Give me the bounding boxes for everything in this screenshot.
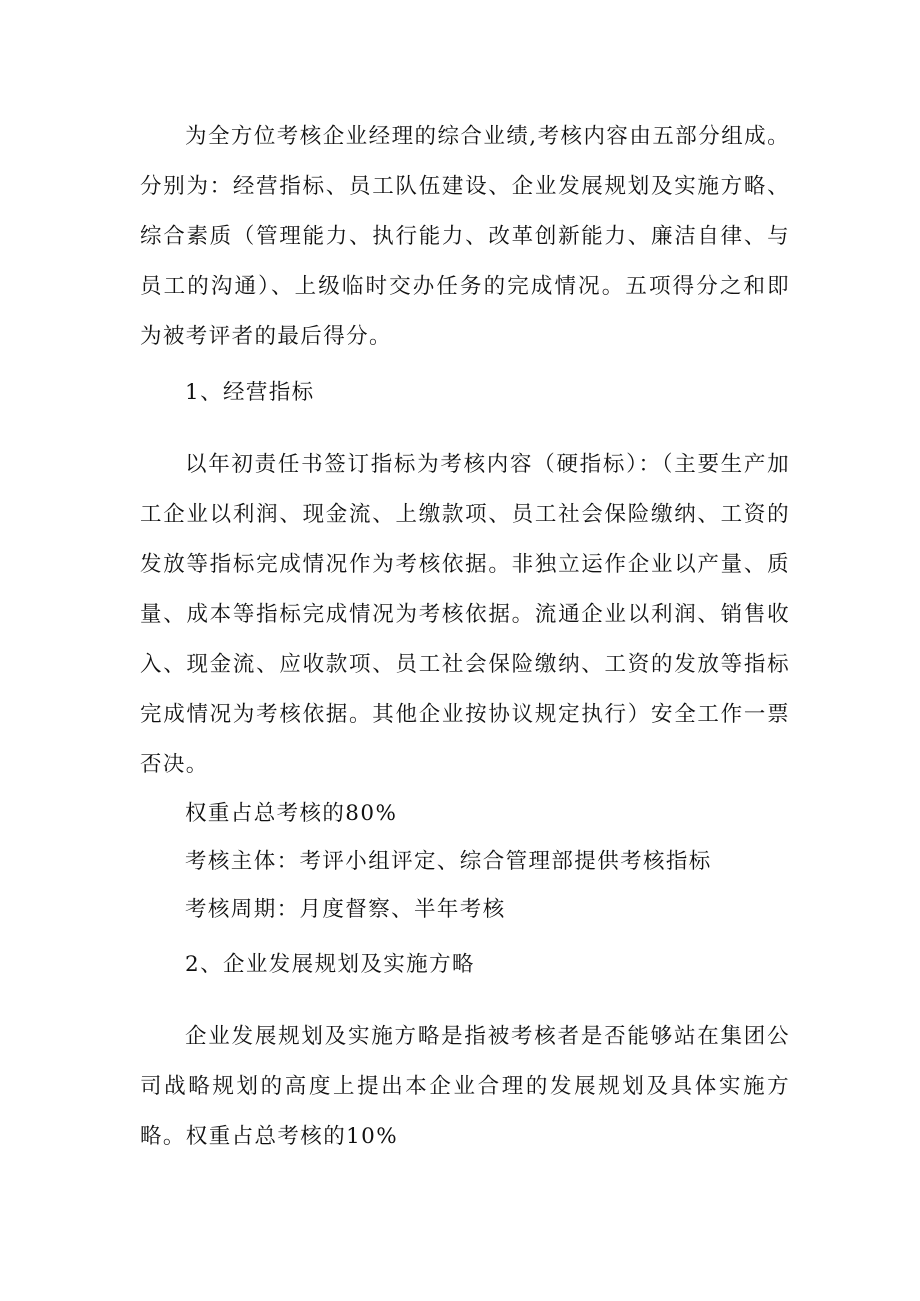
section-1-cycle: 考核周期：月度督察、半年考核 [185, 897, 506, 922]
document-body [140, 112, 790, 1162]
intro-paragraph: 为全方位考核企业经理的综合业绩,考核内容由五部分组成。分别为：经营指标、员工队伍建设、企业发展规划及实施方略、综合素质（管理能力、执行能力、改革创新能力、廉洁自律、与员工的沟通）、上级临时交办任务的完成情况。五项得分之和即为被考评者的最后得分。 [140, 124, 790, 349]
section-2-body: 企业发展规划及实施方略是指被考核者是否能够站在集团公司战略规划的高度上提出本企业合理的发展规划及具体实施方略。权重占总考核的10% [140, 1024, 790, 1149]
section-2-heading: 2、企业发展规划及实施方略 [185, 952, 475, 977]
section-1-weight: 权重占总考核的80% [185, 801, 398, 826]
section-1-subject: 考核主体：考评小组评定、综合管理部提供考核指标 [185, 849, 712, 874]
section-1-body: 以年初责任书签订指标为考核内容（硬指标）：（主要生产加工企业以利润、现金流、上缴款项、员工社会保险缴纳、工资的发放等指标完成情况作为考核依据。非独立运作企业以产量、质量、成本等指标完成情况为考核依据。流通企业以利润、销售收入、现金流、应收款项、员工社会保险缴纳、工资的发放等指标完成情况为考核依据。其他企业按协议规定执行）安全工作一票否决。 [140, 452, 790, 777]
section-1-heading: 1、经营指标 [185, 380, 315, 405]
spacer [140, 990, 790, 1012]
spacer [140, 418, 790, 440]
